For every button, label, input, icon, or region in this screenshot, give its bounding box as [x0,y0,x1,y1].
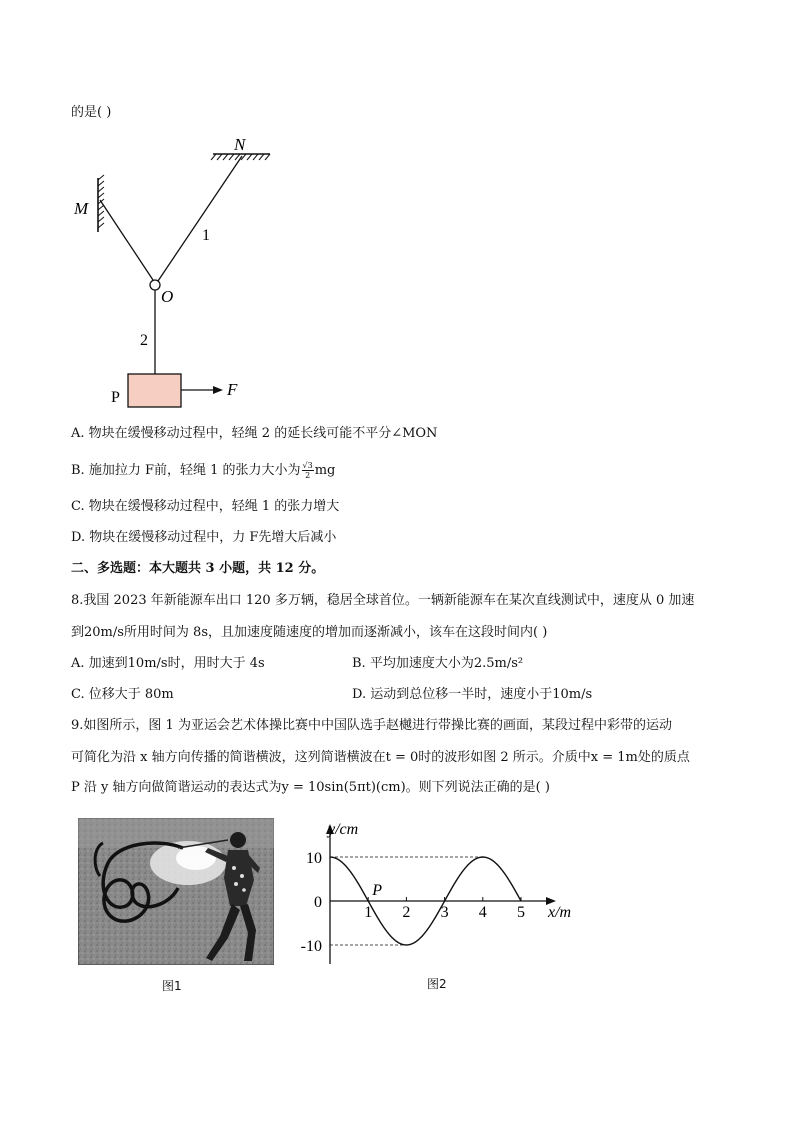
q8-option-a: A. 加速到10m/s时，用时大于 4s [71,656,265,671]
q8-option-d: D. 运动到总位移一半时，速度小于10m/s [352,687,593,702]
q9-line-2: 可简化为沿 x 轴方向传播的简谐横波，这列简谐横波在t = 0时的波形如图 2 所示。介质中x = 1m处的质点 [71,750,690,765]
x-tick-label: 2 [402,904,411,921]
q7-option-a: A. 物块在缓慢移动过程中，轻绳 2 的延长线可能不平分∠MON [71,426,438,441]
fig1-caption: 图1 [162,979,182,993]
question-tail: 的是( ) [71,105,112,120]
x-tick-label: 4 [478,904,487,921]
point-p-label: P [372,882,382,899]
knot-o [150,280,160,290]
block-p [128,374,181,407]
label-m: M [74,199,89,218]
fig2-caption: 图2 [427,977,447,991]
label-1: 1 [202,227,210,244]
rope-om [100,200,153,280]
label-o: O [161,287,174,306]
x-tick-label: 1 [364,904,373,921]
label-f: F [227,380,238,399]
q7-option-c: C. 物块在缓慢移动过程中，轻绳 1 的张力增大 [71,499,340,514]
q7-option-b [71,461,335,480]
label-n: N [234,135,246,154]
y-tick-label: 10 [306,850,322,867]
arrowhead [213,386,223,394]
q7-option-b-text: B. 施加拉力 F前，轻绳 1 的张力大小为 [71,463,301,478]
label-p: P [111,389,120,406]
q8-option-c: C. 位移大于 80m [71,687,174,702]
y-axis-label: y/cm [328,821,359,838]
fraction-numerator: √3 [302,461,313,470]
q8-line-1: 8.我国 2023 年新能源车出口 120 多万辆，稳居全球首位。一辆新能源车在某次直线测试中，速度从 0 加速 [71,593,695,608]
x-axis-label: x/m [548,904,572,921]
q8-line-2: 到20m/s所用时间为 8s，且加速度随速度的增加而逐渐减小，该车在这段时间内( ) [71,625,548,640]
q9-line-1: 9.如图所示，图 1 为亚运会艺术体操比赛中中国队选手赵樾进行带操比赛的画面，某段过程中彩带的运动 [71,718,672,733]
fraction-sqrt3-over-2 [302,461,314,480]
y-tick-label: -10 [300,938,322,955]
rope-diagram [60,130,300,420]
y-tick-label: 0 [314,894,322,911]
q7-option-d: D. 物块在缓慢移动过程中，力 F先增大后减小 [71,530,337,545]
x-tick-label: 5 [517,904,525,921]
gymnast-photo [78,818,274,965]
x-tick-label: 3 [440,904,449,921]
section-header: 二、多选题：本大题共 3 小题，共 12 分。 [71,561,325,576]
rope-1 [158,156,242,281]
q7-option-b-unit: mg [314,463,336,478]
wave-chart [290,812,590,972]
q8-option-b: B. 平均加速度大小为2.5m/s² [352,656,524,671]
label-2: 2 [140,332,148,349]
q9-line-3: P 沿 y 轴方向做简谐运动的表达式为y = 10sin(5πt)(cm)。则下列说法正确的是( ) [71,780,550,795]
fraction-denominator: 2 [305,471,311,480]
